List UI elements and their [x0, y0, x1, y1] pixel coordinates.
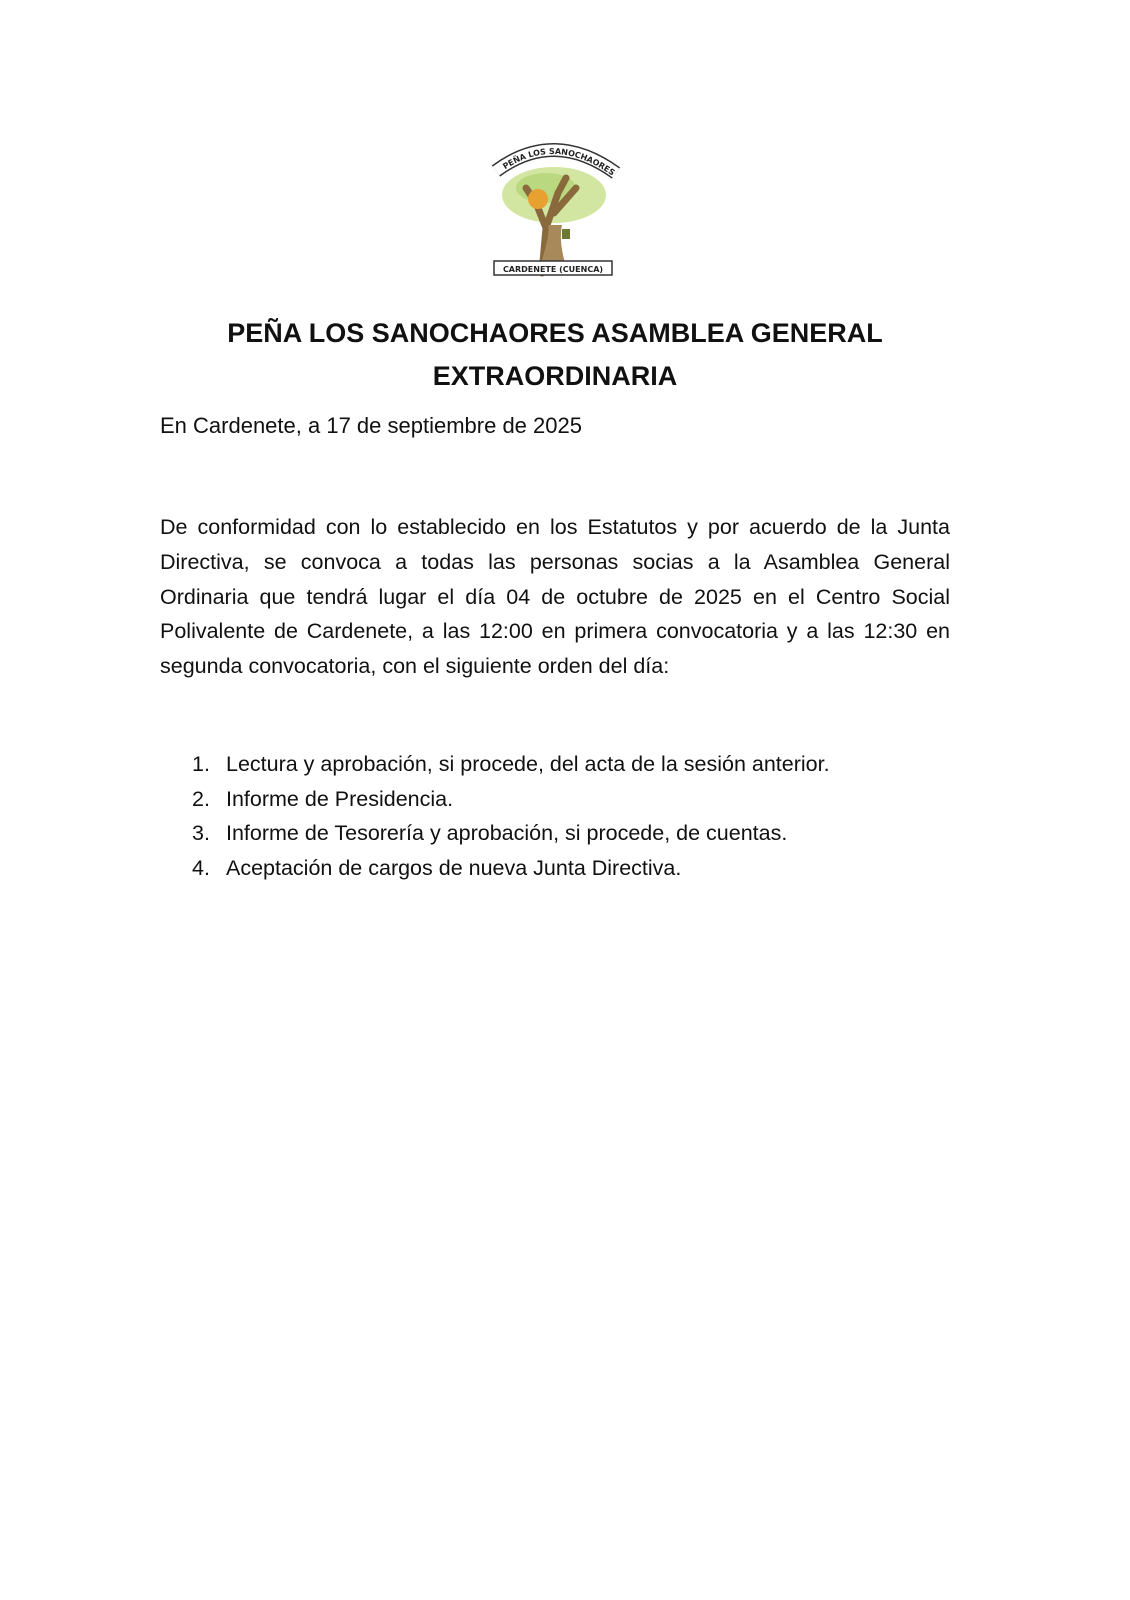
date-line: En Cardenete, a 17 de septiembre de 2025 [160, 413, 582, 438]
convocation-paragraph: De conformidad con lo establecido en los Estatutos y por acuerdo de la Junta Directiva, se convoca a todas las personas socias a la Asamblea General Ordinaria que tendrá lugar el día 04 de octubre de 2025 en el Centro Social Polivalente de Cardenete, a las 12:00 en primera convocatoria y a las 12:30 en segunda convocatoria, con el siguiente orden del día: [160, 515, 950, 679]
agenda-item [192, 816, 830, 851]
svg-text:PEÑA LOS SANOCHAORES: PEÑA LOS SANOCHAORES [501, 146, 617, 178]
agenda-item [192, 851, 830, 886]
agenda-item [192, 782, 830, 817]
agenda-text: Informe de Tesorería y aprobación, si procede, de cuentas. [226, 821, 788, 845]
agenda-number: 4. [192, 855, 210, 880]
agenda-number: 3. [192, 821, 210, 845]
agenda-text: Informe de Presidencia. [226, 786, 454, 811]
club-logo [476, 133, 632, 283]
agenda-text: Lectura y aprobación, si procede, del acta de la sesión anterior. [226, 752, 830, 776]
svg-text:CARDENETE (CUENCA): CARDENETE (CUENCA) [502, 265, 604, 274]
agenda-number: 1. [192, 752, 210, 776]
agenda-item [192, 747, 830, 782]
agenda-text: Aceptación de cargos de nueva Junta Directiva. [226, 855, 682, 880]
agenda-number: 2. [192, 786, 210, 811]
document-title: PEÑA LOS SANOCHAORES ASAMBLEA GENERAL EXTRAORDINARIA [227, 318, 883, 391]
agenda-list [192, 747, 830, 885]
